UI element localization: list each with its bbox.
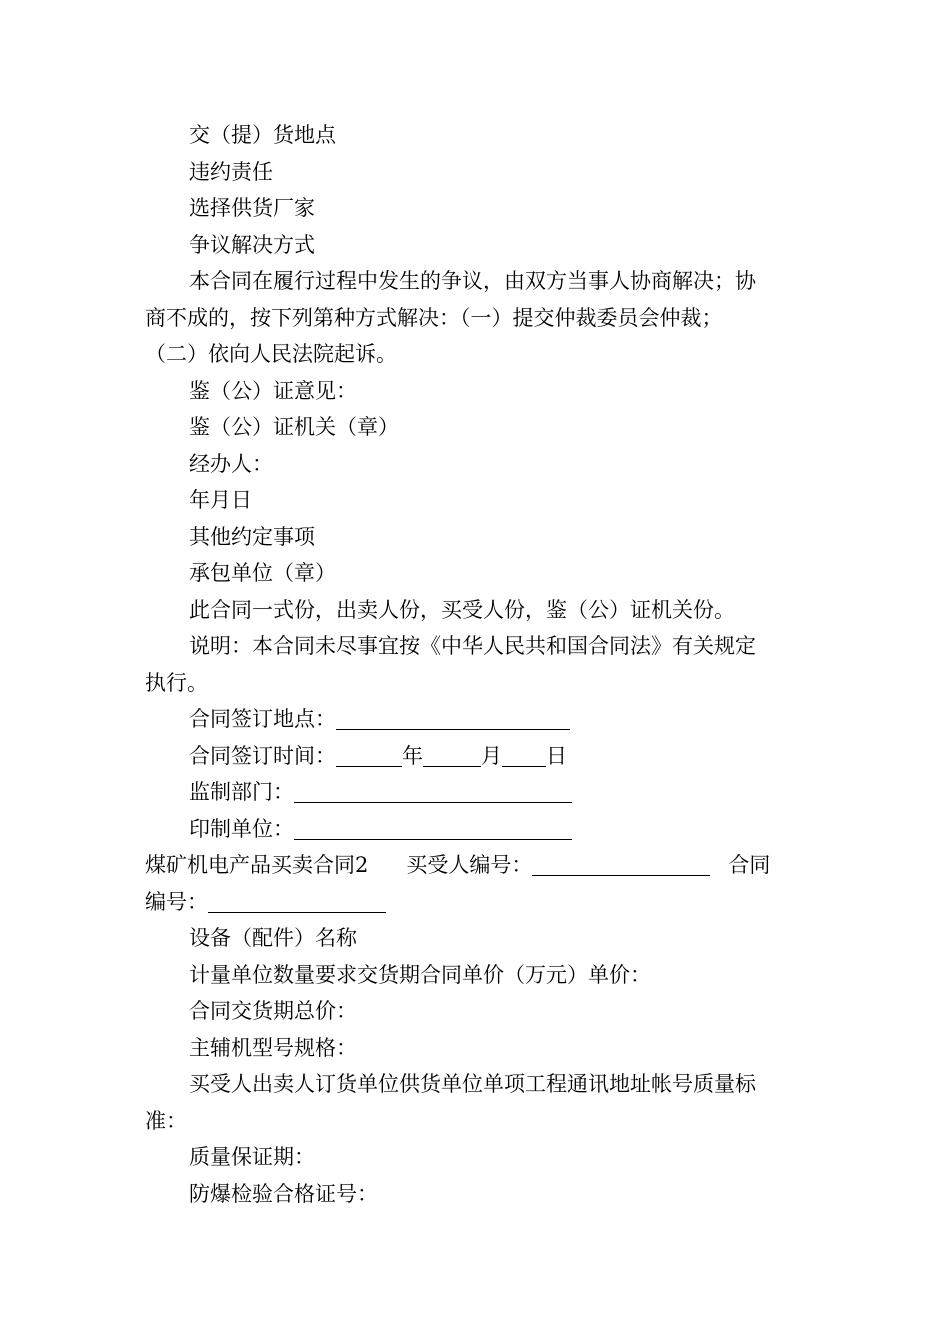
supervise-label: 监制部门： (189, 780, 294, 804)
contract-number-line (145, 884, 807, 921)
buyer-number-blank[interactable] (532, 853, 710, 876)
second-contract-title: 煤矿机电产品买卖合同2 (145, 853, 369, 877)
model-spec-line: 主辅机型号规格： (189, 1035, 357, 1060)
sign-month-blank[interactable] (423, 744, 481, 767)
dispute-paragraph-line-3: （二）依向人民法院起诉。 (145, 342, 397, 366)
document-page (145, 117, 807, 1212)
dispute-paragraph-line-2: 商不成的，按下列第种方式解决：（一）提交仲裁委员会仲裁； (145, 305, 723, 330)
handler-line: 经办人： (189, 451, 273, 476)
notary-office-line: 鉴（公）证机关（章） (189, 415, 399, 439)
note-line-1: 说明：本合同未尽事宜按《中华人民共和国合同法》有关规定 (189, 634, 756, 658)
note-line-2: 执行。 (145, 670, 208, 695)
parties-line-1: 买受人出卖人订货单位供货单位单项工程通讯地址帐号质量标 (189, 1072, 756, 1096)
contract-number-blank[interactable] (208, 890, 386, 913)
delivery-place-line: 交（提）货地点 (189, 123, 336, 147)
supplier-choice-line: 选择供货厂家 (189, 196, 315, 220)
sign-day-blank[interactable] (502, 744, 546, 767)
measure-line: 计量单位数量要求交货期合同单价（万元）单价： (189, 962, 651, 987)
month-label: 月 (481, 743, 502, 768)
sign-place-blank[interactable] (336, 707, 570, 730)
contractor-seal-line: 承包单位（章） (189, 561, 336, 585)
sign-year-blank[interactable] (336, 744, 402, 767)
supervise-blank[interactable] (294, 780, 572, 803)
equipment-name-line: 设备（配件）名称 (189, 926, 357, 950)
supervise-line (145, 774, 807, 811)
contract-word: 合同 (728, 853, 771, 877)
print-unit-line (145, 811, 807, 848)
dispute-method-heading: 争议解决方式 (189, 232, 315, 257)
contract-number-label: 编号： (145, 889, 208, 914)
sign-time-line (145, 738, 807, 775)
sign-place-line (145, 701, 807, 738)
parties-line-2: 准： (145, 1108, 187, 1133)
buyer-number-label: 买受人编号： (406, 853, 533, 877)
explosion-proof-line: 防爆检验合格证号： (189, 1181, 378, 1206)
other-matters-line: 其他约定事项 (189, 524, 315, 549)
breach-liability-line: 违约责任 (189, 159, 273, 184)
date-line: 年月日 (189, 488, 252, 512)
sign-time-label: 合同签订时间： (189, 743, 336, 768)
copies-line: 此合同一式份，出卖人份，买受人份，鉴（公）证机关份。 (189, 597, 735, 622)
print-unit-label: 印制单位： (189, 816, 294, 841)
total-price-line: 合同交货期总价： (189, 999, 357, 1023)
year-label: 年 (402, 743, 423, 768)
warranty-line: 质量保证期： (189, 1145, 315, 1169)
day-label: 日 (546, 743, 567, 768)
dispute-paragraph-line-1: 本合同在履行过程中发生的争议，由双方当事人协商解决；协 (189, 269, 756, 293)
notary-opinion-line: 鉴（公）证意见： (189, 378, 357, 403)
second-contract-header-line (145, 847, 807, 884)
print-unit-blank[interactable] (294, 817, 572, 840)
sign-place-label: 合同签订地点： (189, 707, 336, 731)
